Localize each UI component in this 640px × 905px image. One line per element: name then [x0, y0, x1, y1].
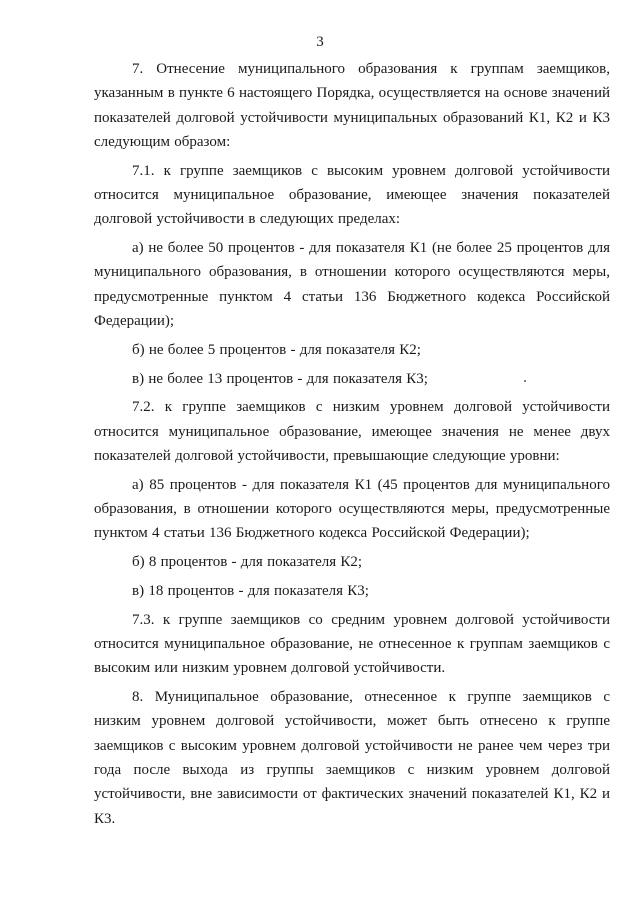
document-body — [94, 57, 610, 835]
paragraph-7: 7. Отнесение муниципального образования к группам заемщиков, указанным в пункте 6 настоящего Порядка, осуществляется на основе значений показателей долговой устойчивости муниципальных образований К1, К2 и К3 следующим образом: — [94, 61, 610, 150]
paragraph-7-2: 7.2. к группе заемщиков с низким уровнем долговой устойчивости относится муниципальное образование, имеющее значения не менее двух показателей долговой устойчивости, превышающие следующие уровни: — [94, 399, 610, 464]
paragraph-7-2-v: в) 18 процентов - для показателя К3; — [132, 582, 369, 599]
paragraph-7-1: 7.1. к группе заемщиков с высоким уровнем долговой устойчивости относится муниципальное образование, имеющее значения показателей долговой устойчивости в следующих пределах: — [94, 162, 610, 228]
paragraph-7-3: 7.3. к группе заемщиков со средним уровнем долговой устойчивости относится муниципальное образование, не отнесенное к группам заемщиков с высоким или низким уровнем долговой устойчивости. — [94, 611, 610, 677]
scan-speck — [524, 380, 526, 382]
paragraph-7-2-b: б) 8 процентов - для показателя К2; — [132, 554, 363, 571]
paragraph-7-1-b: б) не более 5 процентов - для показателя К2; — [132, 341, 421, 358]
page-number: 3 — [316, 34, 324, 50]
paragraph-7-1-a: а) не более 50 процентов - для показателя К1 (не более 25 процентов для муниципального образования, в отношении которого осуществляются меры, предусмотренные пунктом 4 статьи 136 Бюджетного кодекса Российской Федерации); — [94, 240, 610, 329]
paragraph-8: 8. Муниципальное образование, отнесенное к группе заемщиков с низким уровнем долговой устойчивости, может быть отнесено к группе заемщиков с высоким уровнем долговой устойчивости не ранее чем через три года после выхода из группы заемщиков с низким уровнем долговой устойчивости, вне зависимости от фактических значений показателей К1, К2 и К3. — [94, 689, 610, 827]
paragraph-7-1-v: в) не более 13 процентов - для показателя К3; — [132, 370, 428, 387]
paragraph-7-2-a: а) 85 процентов - для показателя К1 (45 процентов для муниципального образования, в отношении которого осуществляются меры, предусмотренные пунктом 4 статьи 136 Бюджетного кодекса Российской Федерации); — [94, 476, 610, 542]
